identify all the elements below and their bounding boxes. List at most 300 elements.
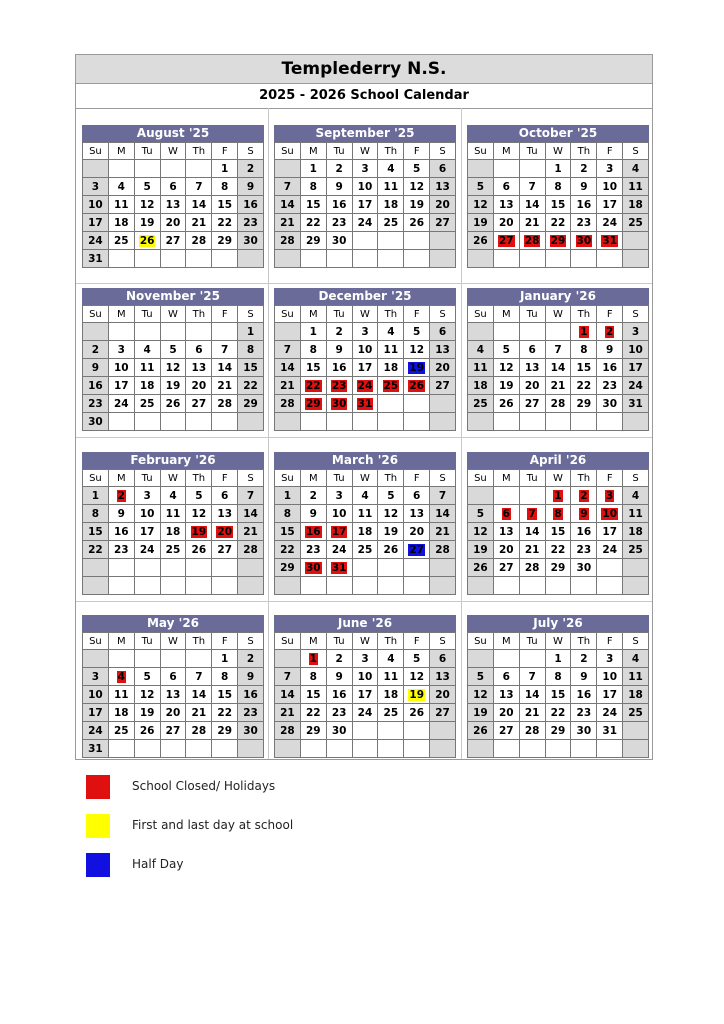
day-number: 19 xyxy=(409,198,425,211)
day-cell xyxy=(430,650,456,668)
day-cell xyxy=(494,160,520,178)
day-cell xyxy=(378,377,404,395)
day-cell xyxy=(494,250,520,268)
day-cell xyxy=(494,740,520,758)
day-cell xyxy=(275,740,301,758)
month-calendar xyxy=(274,615,456,758)
weekday-header: F xyxy=(212,143,238,160)
day-cell xyxy=(327,740,353,758)
day-cell xyxy=(378,704,404,722)
day-cell xyxy=(430,704,456,722)
day-number: 24 xyxy=(602,216,618,229)
day-number: 26 xyxy=(498,397,514,410)
day-cell xyxy=(430,178,456,196)
weekday-header: W xyxy=(161,633,187,650)
day-cell xyxy=(238,377,264,395)
day-cell xyxy=(404,413,430,431)
weekday-header: M xyxy=(109,633,135,650)
month-header: September '25 xyxy=(274,125,456,142)
day-number: 11 xyxy=(628,180,643,193)
weekday-header: M xyxy=(494,143,520,160)
day-cell xyxy=(161,250,187,268)
day-cell xyxy=(520,740,546,758)
day-cell xyxy=(83,523,109,541)
day-cell xyxy=(161,722,187,740)
day-cell xyxy=(238,323,264,341)
month-grid xyxy=(274,469,456,595)
day-cell xyxy=(135,650,161,668)
day-cell xyxy=(597,395,623,413)
weekday-header: Tu xyxy=(327,306,353,323)
day-cell xyxy=(468,559,494,577)
weekday-header: Su xyxy=(468,306,494,323)
day-cell xyxy=(275,487,301,505)
day-cell xyxy=(353,686,379,704)
month-grid xyxy=(274,142,456,268)
day-cell xyxy=(571,487,597,505)
weekday-header: M xyxy=(301,633,327,650)
day-number: 5 xyxy=(387,489,395,502)
day-cell xyxy=(327,686,353,704)
day-cell xyxy=(623,668,649,686)
day-number: 15 xyxy=(550,198,566,211)
day-number: 16 xyxy=(576,198,592,211)
day-number: 3 xyxy=(606,162,614,175)
day-cell xyxy=(186,505,212,523)
day-cell xyxy=(238,704,264,722)
day-cell xyxy=(546,413,572,431)
day-number: 29 xyxy=(550,724,566,737)
day-cell xyxy=(327,196,353,214)
day-cell xyxy=(468,650,494,668)
day-number: 13 xyxy=(435,343,450,356)
day-cell xyxy=(83,413,109,431)
day-cell xyxy=(186,359,212,377)
day-number: 11 xyxy=(473,361,488,374)
weekday-header: Tu xyxy=(327,143,353,160)
day-number: 10 xyxy=(602,180,618,193)
day-number: 22 xyxy=(550,216,566,229)
day-number: 28 xyxy=(280,724,295,737)
day-number: 13 xyxy=(165,688,181,701)
day-number: 20 xyxy=(165,706,181,719)
day-number: 12 xyxy=(409,180,425,193)
day-number: 10 xyxy=(357,670,373,683)
day-number: 29 xyxy=(305,724,321,737)
day-cell xyxy=(623,740,649,758)
day-cell xyxy=(135,487,161,505)
day-cell xyxy=(494,413,520,431)
weekday-header: W xyxy=(546,143,572,160)
day-number: 16 xyxy=(243,688,258,701)
day-cell xyxy=(597,541,623,559)
day-number: 30 xyxy=(331,397,347,410)
day-cell xyxy=(275,413,301,431)
day-number: 13 xyxy=(409,507,425,520)
day-number: 7 xyxy=(438,489,447,502)
day-number: 14 xyxy=(191,688,207,701)
weekday-header: W xyxy=(161,306,187,323)
day-cell xyxy=(83,250,109,268)
day-cell xyxy=(623,359,649,377)
day-cell xyxy=(430,359,456,377)
day-cell xyxy=(378,359,404,377)
weekday-header: S xyxy=(430,470,456,487)
day-cell xyxy=(238,196,264,214)
day-number: 27 xyxy=(435,216,450,229)
day-number: 26 xyxy=(165,397,181,410)
day-cell xyxy=(378,341,404,359)
day-number: 17 xyxy=(357,361,373,374)
weekday-header: Th xyxy=(186,143,212,160)
day-cell xyxy=(109,505,135,523)
day-number: 9 xyxy=(580,670,588,683)
day-number: 26 xyxy=(473,561,488,574)
day-cell xyxy=(353,178,379,196)
day-cell xyxy=(546,740,572,758)
day-number: 23 xyxy=(602,379,618,392)
weekday-header: S xyxy=(623,143,649,160)
day-cell xyxy=(597,341,623,359)
day-number: 29 xyxy=(305,397,321,410)
day-cell xyxy=(212,341,238,359)
day-number: 29 xyxy=(576,397,592,410)
day-cell xyxy=(135,160,161,178)
day-number: 11 xyxy=(113,198,129,211)
day-number: 27 xyxy=(498,724,514,737)
day-number: 4 xyxy=(117,180,125,193)
day-number: 18 xyxy=(473,379,488,392)
day-cell xyxy=(186,559,212,577)
day-cell xyxy=(238,413,264,431)
day-number: 22 xyxy=(217,216,233,229)
day-number: 6 xyxy=(221,489,229,502)
weekday-header: Th xyxy=(571,633,597,650)
day-cell xyxy=(597,359,623,377)
day-cell xyxy=(571,740,597,758)
day-cell xyxy=(135,214,161,232)
day-number: 13 xyxy=(191,361,207,374)
day-cell xyxy=(135,232,161,250)
day-number: 27 xyxy=(165,724,181,737)
day-cell xyxy=(161,232,187,250)
day-cell xyxy=(571,377,597,395)
day-number: 6 xyxy=(528,343,536,356)
weekday-header: Tu xyxy=(520,470,546,487)
weekday-header: Su xyxy=(83,633,109,650)
day-number: 18 xyxy=(139,379,155,392)
day-number: 1 xyxy=(309,325,317,338)
day-number: 11 xyxy=(628,670,643,683)
day-number: 12 xyxy=(191,507,207,520)
weekday-header: S xyxy=(623,633,649,650)
day-number: 8 xyxy=(91,507,100,520)
weekday-header: F xyxy=(212,633,238,650)
day-number: 6 xyxy=(438,325,447,338)
day-number: 17 xyxy=(113,379,129,392)
weekday-header: Tu xyxy=(520,306,546,323)
day-number: 6 xyxy=(502,180,510,193)
day-cell xyxy=(212,160,238,178)
day-number: 6 xyxy=(413,489,421,502)
day-number: 9 xyxy=(246,180,255,193)
day-cell xyxy=(468,740,494,758)
day-cell xyxy=(404,704,430,722)
day-number: 1 xyxy=(221,162,229,175)
month-calendar xyxy=(82,615,264,758)
day-number: 19 xyxy=(139,216,155,229)
day-number: 30 xyxy=(576,724,592,737)
day-cell xyxy=(135,523,161,541)
day-cell xyxy=(186,160,212,178)
day-cell xyxy=(161,413,187,431)
weekday-header: F xyxy=(597,633,623,650)
day-number: 31 xyxy=(602,234,618,247)
day-cell xyxy=(135,196,161,214)
day-cell xyxy=(275,668,301,686)
day-cell xyxy=(520,341,546,359)
day-cell xyxy=(623,232,649,250)
day-number: 8 xyxy=(309,180,317,193)
day-number: 19 xyxy=(383,525,399,538)
day-cell xyxy=(301,541,327,559)
month-calendar xyxy=(82,288,264,431)
day-cell xyxy=(520,359,546,377)
day-cell xyxy=(186,232,212,250)
day-number: 30 xyxy=(576,561,592,574)
day-number: 5 xyxy=(143,180,151,193)
day-cell xyxy=(546,650,572,668)
day-cell xyxy=(597,160,623,178)
day-cell xyxy=(623,250,649,268)
day-number: 22 xyxy=(217,706,233,719)
day-number: 13 xyxy=(435,670,450,683)
day-cell xyxy=(571,559,597,577)
day-cell xyxy=(301,323,327,341)
day-cell xyxy=(212,722,238,740)
day-number: 8 xyxy=(554,670,562,683)
day-number: 28 xyxy=(280,397,295,410)
day-number: 27 xyxy=(435,379,450,392)
day-cell xyxy=(623,160,649,178)
day-cell xyxy=(468,395,494,413)
day-cell xyxy=(430,541,456,559)
day-number: 24 xyxy=(331,543,347,556)
day-number: 3 xyxy=(361,325,369,338)
month-header: March '26 xyxy=(274,452,456,469)
day-cell xyxy=(520,704,546,722)
day-cell xyxy=(546,541,572,559)
day-cell xyxy=(327,178,353,196)
day-number: 9 xyxy=(246,670,255,683)
day-number: 8 xyxy=(309,343,317,356)
day-cell xyxy=(597,505,623,523)
day-number: 4 xyxy=(387,652,395,665)
weekday-header: F xyxy=(404,633,430,650)
weekday-header: S xyxy=(238,306,264,323)
weekday-header: W xyxy=(546,306,572,323)
day-number: 2 xyxy=(335,325,343,338)
day-number: 8 xyxy=(246,343,255,356)
day-cell xyxy=(623,577,649,595)
day-number: 13 xyxy=(435,180,450,193)
day-cell xyxy=(546,704,572,722)
day-cell xyxy=(327,559,353,577)
day-cell xyxy=(404,668,430,686)
day-cell xyxy=(275,359,301,377)
day-number: 9 xyxy=(335,180,343,193)
weekday-header: F xyxy=(597,143,623,160)
day-number: 17 xyxy=(602,525,618,538)
day-cell xyxy=(353,487,379,505)
weekday-header: M xyxy=(109,143,135,160)
day-number: 8 xyxy=(554,180,562,193)
day-cell xyxy=(430,196,456,214)
day-cell xyxy=(597,323,623,341)
day-number: 13 xyxy=(498,688,514,701)
day-cell xyxy=(353,740,379,758)
day-number: 24 xyxy=(602,543,618,556)
weekday-header: M xyxy=(301,306,327,323)
day-number: 1 xyxy=(283,489,292,502)
day-number: 11 xyxy=(165,507,181,520)
day-number: 28 xyxy=(524,724,540,737)
weekday-header: M xyxy=(494,633,520,650)
day-cell xyxy=(275,577,301,595)
weekday-header: M xyxy=(109,470,135,487)
day-cell xyxy=(161,523,187,541)
day-cell xyxy=(109,160,135,178)
day-cell xyxy=(597,523,623,541)
day-cell xyxy=(468,341,494,359)
day-cell xyxy=(135,740,161,758)
day-cell xyxy=(238,178,264,196)
day-cell xyxy=(83,722,109,740)
day-cell xyxy=(327,413,353,431)
day-number: 13 xyxy=(498,198,514,211)
weekday-header: M xyxy=(109,306,135,323)
month-calendar xyxy=(274,125,456,268)
day-cell xyxy=(238,395,264,413)
day-number: 6 xyxy=(502,670,510,683)
day-cell xyxy=(109,232,135,250)
day-number: 18 xyxy=(628,198,643,211)
day-cell xyxy=(135,178,161,196)
day-cell xyxy=(353,250,379,268)
day-number: 14 xyxy=(280,688,295,701)
day-cell xyxy=(161,359,187,377)
day-cell xyxy=(161,668,187,686)
day-cell xyxy=(301,523,327,541)
column-divider xyxy=(461,108,462,759)
day-number: 18 xyxy=(383,361,399,374)
day-cell xyxy=(623,178,649,196)
day-number: 4 xyxy=(143,343,151,356)
day-cell xyxy=(520,196,546,214)
day-cell xyxy=(404,160,430,178)
month-grid xyxy=(467,469,649,595)
day-number: 26 xyxy=(409,216,425,229)
day-number: 4 xyxy=(476,343,485,356)
day-cell xyxy=(468,577,494,595)
day-number: 16 xyxy=(331,198,347,211)
day-cell xyxy=(212,232,238,250)
day-cell xyxy=(378,413,404,431)
day-cell xyxy=(597,686,623,704)
month-calendar xyxy=(467,615,649,758)
day-cell xyxy=(378,577,404,595)
day-cell xyxy=(494,178,520,196)
day-number: 10 xyxy=(88,198,103,211)
weekday-header: Tu xyxy=(135,470,161,487)
day-cell xyxy=(546,341,572,359)
day-cell xyxy=(494,722,520,740)
day-cell xyxy=(109,377,135,395)
day-cell xyxy=(623,650,649,668)
day-cell xyxy=(135,722,161,740)
legend-swatch xyxy=(86,853,110,877)
day-cell xyxy=(135,505,161,523)
day-cell xyxy=(109,250,135,268)
day-number: 24 xyxy=(357,216,373,229)
day-cell xyxy=(378,232,404,250)
day-number: 16 xyxy=(331,688,347,701)
day-cell xyxy=(546,577,572,595)
day-number: 12 xyxy=(473,198,488,211)
day-cell xyxy=(301,577,327,595)
day-cell xyxy=(468,523,494,541)
month-calendar xyxy=(274,288,456,431)
day-number: 21 xyxy=(280,216,295,229)
day-cell xyxy=(430,686,456,704)
day-cell xyxy=(301,160,327,178)
day-number: 17 xyxy=(602,198,618,211)
day-number: 15 xyxy=(550,688,566,701)
day-cell xyxy=(135,341,161,359)
day-number: 12 xyxy=(139,688,155,701)
day-number: 26 xyxy=(139,234,155,247)
weekday-header: Th xyxy=(378,633,404,650)
day-number: 5 xyxy=(476,507,485,520)
day-number: 7 xyxy=(554,343,562,356)
day-number: 29 xyxy=(217,234,233,247)
day-cell xyxy=(520,413,546,431)
day-cell xyxy=(597,413,623,431)
day-cell xyxy=(161,395,187,413)
day-cell xyxy=(212,650,238,668)
day-number: 22 xyxy=(305,216,321,229)
day-cell xyxy=(520,250,546,268)
day-number: 23 xyxy=(576,216,592,229)
day-cell xyxy=(135,377,161,395)
day-cell xyxy=(327,505,353,523)
day-number: 23 xyxy=(331,379,347,392)
day-cell xyxy=(623,214,649,232)
day-cell xyxy=(430,250,456,268)
day-number: 19 xyxy=(409,688,425,701)
day-cell xyxy=(623,505,649,523)
month-header: November '25 xyxy=(82,288,264,305)
day-cell xyxy=(238,668,264,686)
day-cell xyxy=(404,359,430,377)
day-number: 1 xyxy=(309,162,317,175)
day-number: 23 xyxy=(331,216,347,229)
day-cell xyxy=(520,686,546,704)
weekday-header: M xyxy=(301,470,327,487)
day-number: 13 xyxy=(217,507,233,520)
day-number: 2 xyxy=(246,652,255,665)
day-number: 24 xyxy=(88,234,103,247)
